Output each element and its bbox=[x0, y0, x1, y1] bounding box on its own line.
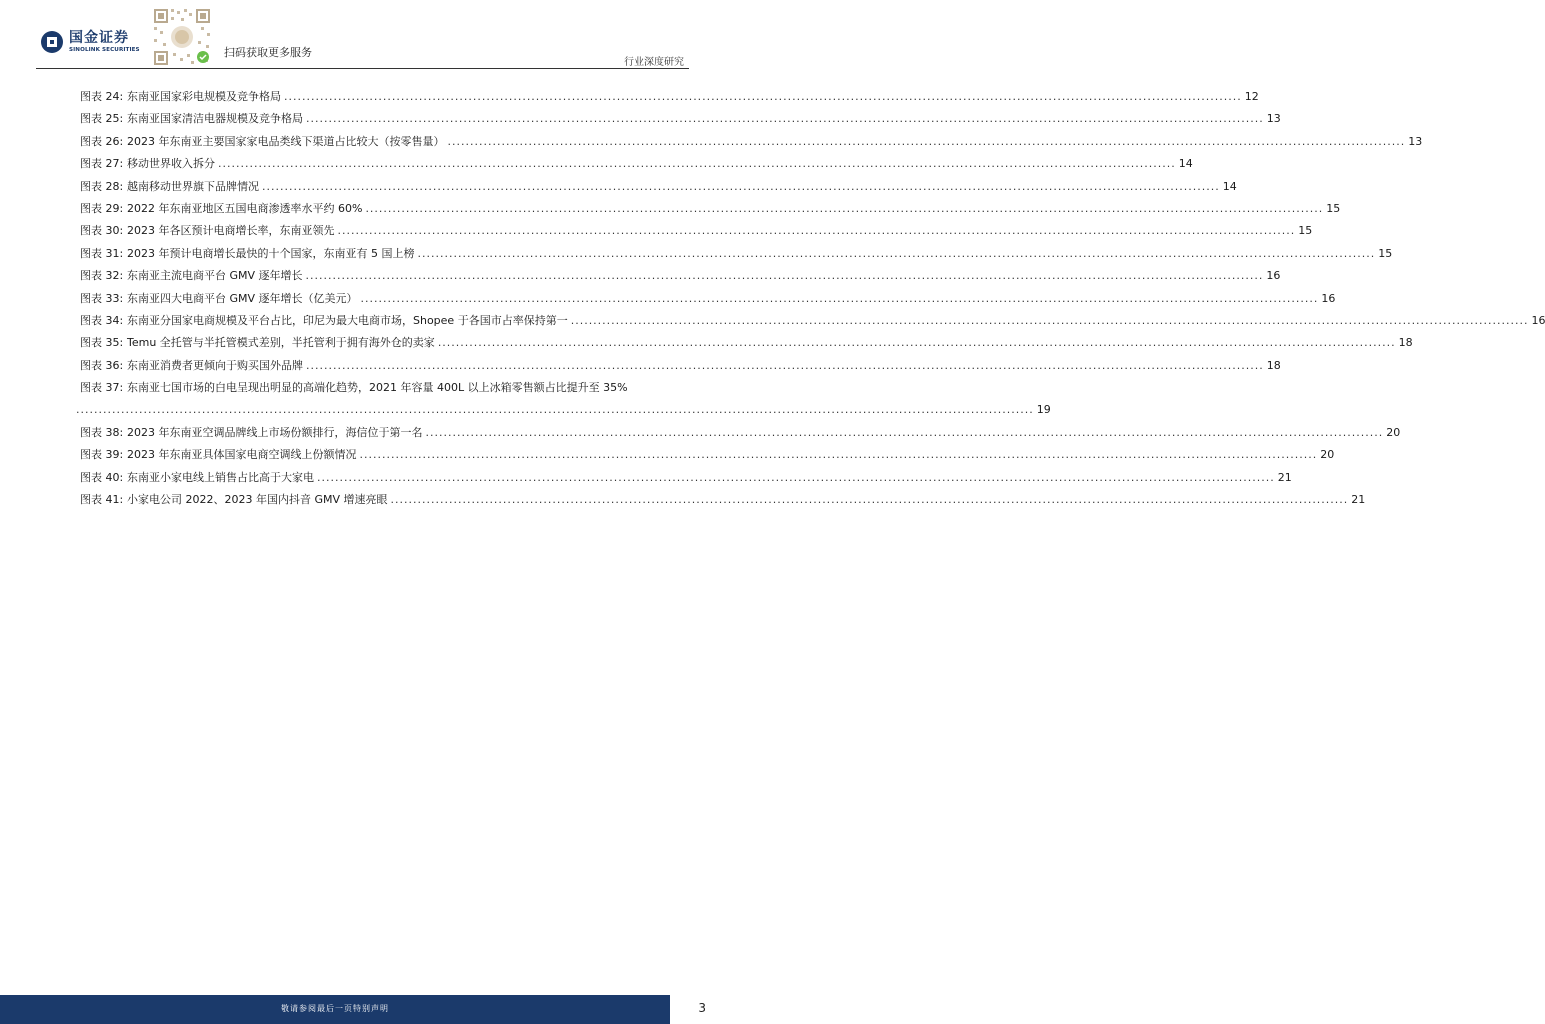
toc-entry-label: 图表 36: bbox=[80, 358, 124, 372]
toc-entry-label: 图表 40: bbox=[80, 470, 124, 484]
toc-entry-page: 16 bbox=[1321, 291, 1336, 305]
toc-leader-dots bbox=[438, 332, 1396, 354]
toc-entry-title: 东南亚四大电商平台 GMV 逐年增长（亿美元） bbox=[127, 291, 358, 305]
toc-leader-dots bbox=[218, 153, 1176, 175]
company-logo bbox=[40, 30, 140, 54]
toc-entry[interactable] bbox=[80, 108, 1281, 130]
toc-entry-page: 13 bbox=[1408, 134, 1423, 148]
page-footer bbox=[0, 995, 724, 1024]
toc-entry-title: 2023 年东南亚主要国家家电品类线下渠道占比较大（按零售量） bbox=[127, 134, 445, 148]
toc-entry-label: 图表 27: bbox=[80, 157, 124, 171]
toc-leader-dots bbox=[262, 176, 1220, 198]
toc-entry-label: 图表 37: bbox=[80, 381, 124, 395]
toc-entry-label: 图表 24: bbox=[80, 90, 124, 103]
toc-entry-label: 图表 28: bbox=[80, 179, 124, 193]
toc-leader-dots bbox=[338, 220, 1296, 242]
toc-entry[interactable] bbox=[80, 489, 1366, 511]
toc-entry-title: 东南亚分国家电商规模及平台占比，印尼为最大电商市场，Shopee 于各国市占率保持第一 bbox=[127, 313, 568, 327]
toc-entry-page: 20 bbox=[1386, 425, 1401, 439]
report-type-label: 行业深度研究 bbox=[624, 57, 684, 68]
toc-entry-title: 2023 年东南亚具体国家电商空调线上份额情况 bbox=[127, 448, 357, 462]
toc-entry-page: 16 bbox=[1531, 313, 1545, 327]
toc-leader-dots bbox=[571, 310, 1529, 332]
toc-entry-title: 小家电公司 2022、2023 年国内抖音 GMV 增速亮眼 bbox=[127, 493, 388, 507]
toc-entry-title: 东南亚消费者更倾向于购买国外品牌 bbox=[127, 358, 303, 372]
toc-entry-title: 东南亚七国市场的白电呈现出明显的高端化趋势，2021 年容量 400L 以上冰箱零售额占比提升至 35% bbox=[127, 381, 628, 395]
toc-entry-page: 14 bbox=[1178, 157, 1193, 171]
toc-leader-dots bbox=[426, 422, 1384, 444]
page-header bbox=[0, 0, 724, 72]
toc-entry[interactable] bbox=[80, 198, 1341, 220]
toc-entry-title: 东南亚国家清洁电器规模及竞争格局 bbox=[127, 112, 303, 126]
toc-entry-title: 东南亚国家彩电规模及竞争格局 bbox=[127, 90, 281, 103]
toc-entry[interactable] bbox=[80, 153, 1193, 175]
toc-leader-dots bbox=[317, 467, 1275, 489]
toc-entry[interactable] bbox=[80, 265, 1281, 287]
toc-entry-page: 15 bbox=[1298, 224, 1313, 238]
toc-entry[interactable] bbox=[80, 467, 1292, 489]
toc-leader-dots bbox=[76, 399, 1034, 421]
toc-entry-label: 图表 38: bbox=[80, 425, 124, 439]
toc-leader-dots bbox=[284, 86, 1242, 108]
toc-entry[interactable] bbox=[80, 422, 1401, 444]
toc-leader-dots bbox=[306, 265, 1264, 287]
toc-entry-label: 图表 31: bbox=[80, 246, 124, 260]
toc-entry-title: 东南亚小家电线上销售占比高于大家电 bbox=[127, 470, 314, 484]
toc-entry-title: 2022 年东南亚地区五国电商渗透率水平约 60% bbox=[127, 201, 363, 215]
toc-entry-label: 图表 34: bbox=[80, 313, 124, 327]
toc-leader-dots bbox=[365, 198, 1323, 220]
toc-entry-label: 图表 39: bbox=[80, 448, 124, 462]
sinolink-logo-icon bbox=[40, 30, 64, 54]
page-number: 3 bbox=[698, 1001, 706, 1015]
toc-leader-dots bbox=[361, 288, 1319, 310]
toc-entry-continuation[interactable] bbox=[76, 399, 1051, 421]
toc-entry[interactable] bbox=[80, 86, 1259, 108]
toc-leader-dots bbox=[360, 444, 1318, 466]
toc-entry-page: 18 bbox=[1266, 358, 1281, 372]
toc-entry[interactable] bbox=[80, 355, 1281, 377]
toc-entry-title: 移动世界收入拆分 bbox=[127, 157, 215, 171]
toc-entry[interactable] bbox=[80, 377, 686, 399]
toc-entry-page: 16 bbox=[1266, 269, 1281, 283]
toc-entry[interactable] bbox=[80, 220, 1313, 242]
scan-for-services-text: 扫码获取更多服务 bbox=[224, 46, 312, 59]
logo-english-name: SINOLINK SECURITIES bbox=[69, 47, 140, 53]
table-of-figures bbox=[80, 86, 1545, 511]
toc-leader-dots bbox=[417, 243, 1375, 265]
toc-entry-title: 2023 年各区预计电商增长率，东南亚领先 bbox=[127, 224, 335, 238]
toc-entry-label: 图表 32: bbox=[80, 269, 124, 283]
toc-entry-page: 21 bbox=[1277, 470, 1292, 484]
toc-entry-title: 越南移动世界旗下品牌情况 bbox=[127, 179, 259, 193]
header-divider bbox=[36, 68, 689, 69]
logo-chinese-name: 国金证券 bbox=[69, 30, 129, 46]
toc-entry-title: 2023 年东南亚空调品牌线上市场份额排行，海信位于第一名 bbox=[127, 425, 423, 439]
toc-entry-label: 图表 33: bbox=[80, 291, 124, 305]
toc-entry-page: 15 bbox=[1326, 201, 1341, 215]
toc-entry[interactable] bbox=[80, 176, 1237, 198]
toc-entry[interactable] bbox=[80, 243, 1393, 265]
toc-entry-title: 2023 年预计电商增长最快的十个国家，东南亚有 5 国上榜 bbox=[127, 246, 415, 260]
toc-entry-page: 21 bbox=[1351, 493, 1366, 507]
toc-entry-label: 图表 26: bbox=[80, 134, 124, 148]
toc-entry-page: 20 bbox=[1320, 448, 1335, 462]
toc-entry[interactable] bbox=[80, 288, 1336, 310]
toc-leader-dots bbox=[306, 355, 1264, 377]
toc-entry[interactable] bbox=[80, 131, 1423, 153]
toc-entry-label: 图表 29: bbox=[80, 201, 124, 215]
footer-disclaimer: 敬请参阅最后一页特别声明 bbox=[281, 1004, 389, 1013]
toc-entry-label: 图表 41: bbox=[80, 493, 124, 507]
toc-entry-page: 15 bbox=[1378, 246, 1393, 260]
toc-leader-dots bbox=[391, 489, 1349, 511]
toc-entry-title: 东南亚主流电商平台 GMV 逐年增长 bbox=[127, 269, 303, 283]
toc-entry-label: 图表 35: bbox=[80, 336, 124, 350]
qr-code-icon[interactable] bbox=[151, 6, 213, 68]
toc-entry-label: 图表 25: bbox=[80, 112, 124, 126]
toc-entry-page: 12 bbox=[1244, 90, 1259, 103]
toc-leader-dots bbox=[448, 131, 1406, 153]
toc-entry-page: 18 bbox=[1398, 336, 1413, 350]
toc-entry[interactable] bbox=[80, 310, 1545, 332]
toc-entry[interactable] bbox=[80, 444, 1335, 466]
toc-leader-dots bbox=[306, 108, 1264, 130]
toc-entry-page: 14 bbox=[1222, 179, 1237, 193]
toc-entry-label: 图表 30: bbox=[80, 224, 124, 238]
toc-entry-page: 13 bbox=[1266, 112, 1281, 126]
toc-entry[interactable] bbox=[80, 332, 1413, 354]
toc-entry-page: 19 bbox=[1036, 403, 1051, 417]
toc-entry-title: Temu 全托管与半托管模式差别，半托管利于拥有海外仓的卖家 bbox=[127, 336, 435, 350]
